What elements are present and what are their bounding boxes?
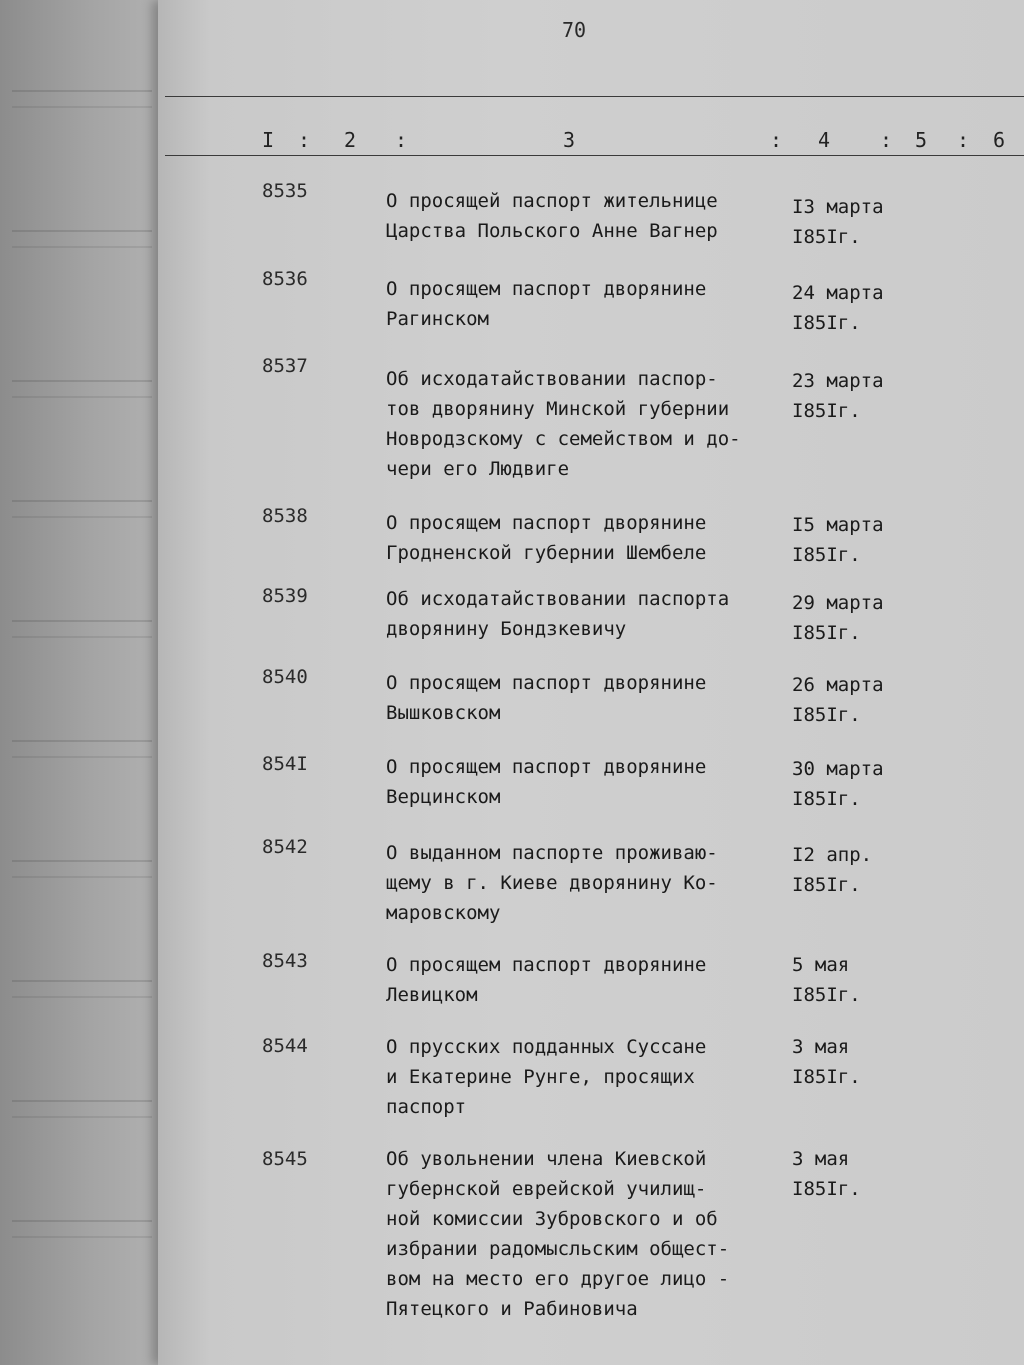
bleed-through-line xyxy=(12,740,152,758)
entry-description xyxy=(386,668,706,728)
entry-description xyxy=(386,584,729,644)
column-separator: : xyxy=(880,128,893,152)
bleed-through-line xyxy=(12,860,152,878)
date-day: 3 мая xyxy=(792,1036,850,1058)
entry-description xyxy=(386,274,706,334)
description-line: Гродненской губернии Шембеле xyxy=(386,542,707,564)
entry-date xyxy=(792,278,884,338)
date-year: I85Iг. xyxy=(792,874,861,896)
date-day: 29 марта xyxy=(792,592,884,614)
inventory-number: 8543 xyxy=(262,950,308,972)
date-year: I85Iг. xyxy=(792,1066,861,1088)
description-line: избрании радомысльским общест- xyxy=(386,1238,730,1260)
bleed-through-line xyxy=(12,90,152,108)
description-line: Рагинском xyxy=(386,308,489,330)
description-line: Об исходатайствовании паспор- xyxy=(386,368,718,390)
bleed-through-line xyxy=(12,230,152,248)
description-line: и Екатерине Рунге, просящих xyxy=(386,1066,695,1088)
entry-description xyxy=(386,508,706,568)
description-line: О прусских подданных Суссане xyxy=(386,1036,707,1058)
inventory-number: 8537 xyxy=(262,355,308,377)
description-line: губернской еврейской училищ- xyxy=(386,1178,707,1200)
date-year: I85Iг. xyxy=(792,984,861,1006)
inventory-number: 8535 xyxy=(262,180,308,202)
description-line: Об увольнении члена Киевской xyxy=(386,1148,707,1170)
description-line: О просящем паспорт дворянине xyxy=(386,278,707,300)
description-line: Новродзскому с семейством и до- xyxy=(386,428,741,450)
date-year: I85Iг. xyxy=(792,1178,861,1200)
entry-description xyxy=(386,1144,729,1324)
bleed-through-line xyxy=(12,500,152,518)
date-day: I3 марта xyxy=(792,196,884,218)
column-separator: : xyxy=(770,128,783,152)
entry-date xyxy=(792,840,872,900)
description-line: О просящем паспорт дворянине xyxy=(386,512,707,534)
description-line: О просящем паспорт дворянине xyxy=(386,954,707,976)
bleed-through-line xyxy=(12,980,152,998)
description-line: щему в г. Киеве дворянину Ко- xyxy=(386,872,718,894)
description-line: тов дворянину Минской губернии xyxy=(386,398,730,420)
date-year: I85Iг. xyxy=(792,312,861,334)
description-line: Пятецкого и Рабиновича xyxy=(386,1298,638,1320)
entry-date xyxy=(792,670,884,730)
bleed-through-line xyxy=(12,620,152,638)
entry-description xyxy=(386,950,706,1010)
description-line: чери его Людвиге xyxy=(386,458,570,480)
entry-date xyxy=(792,1144,861,1204)
description-line: Об исходатайствовании паспорта xyxy=(386,588,730,610)
description-line: вом на место его другое лицо - xyxy=(386,1268,730,1290)
date-day: 23 марта xyxy=(792,370,884,392)
inventory-number: 8544 xyxy=(262,1035,308,1057)
date-day: 3 мая xyxy=(792,1148,850,1170)
inventory-number: 8536 xyxy=(262,268,308,290)
column-separator: : xyxy=(957,128,970,152)
bleed-through-line xyxy=(12,1220,152,1238)
entry-date xyxy=(792,754,884,814)
inventory-number: 8540 xyxy=(262,666,308,688)
bleed-through-line xyxy=(12,380,152,398)
entry-description xyxy=(386,186,718,246)
inventory-number: 8538 xyxy=(262,505,308,527)
date-day: I2 апр. xyxy=(792,844,873,866)
inventory-number: 8539 xyxy=(262,585,308,607)
inventory-number: 8545 xyxy=(262,1148,308,1170)
date-day: 26 марта xyxy=(792,674,884,696)
date-day: I5 марта xyxy=(792,514,884,536)
description-line: паспорт xyxy=(386,1096,467,1118)
column-head-1: I xyxy=(262,128,275,152)
entry-description xyxy=(386,838,718,928)
description-line: О просящем паспорт дворянине xyxy=(386,672,707,694)
entry-date xyxy=(792,950,861,1010)
description-line: дворянину Бондзкевичу xyxy=(386,618,627,640)
description-line: Верцинском xyxy=(386,786,501,808)
date-year: I85Iг. xyxy=(792,704,861,726)
column-head-5: 5 xyxy=(915,128,928,152)
date-year: I85Iг. xyxy=(792,788,861,810)
bleed-through-line xyxy=(12,1100,152,1118)
entry-description xyxy=(386,752,706,812)
description-line: ной комиссии Зубровского и об xyxy=(386,1208,718,1230)
description-line: Вышковском xyxy=(386,702,501,724)
facing-page xyxy=(0,0,165,1365)
date-day: 30 марта xyxy=(792,758,884,780)
date-day: 5 мая xyxy=(792,954,850,976)
date-year: I85Iг. xyxy=(792,622,861,644)
description-line: Левицком xyxy=(386,984,478,1006)
date-year: I85Iг. xyxy=(792,544,861,566)
page-number: 70 xyxy=(562,18,587,42)
entry-date xyxy=(792,510,884,570)
description-line: маровскому xyxy=(386,902,501,924)
description-line: О выданном паспорте проживаю- xyxy=(386,842,718,864)
date-year: I85Iг. xyxy=(792,400,861,422)
header-rule-top xyxy=(165,96,1024,97)
description-line: О просящей паспорт жительнице xyxy=(386,190,718,212)
column-separator: : xyxy=(298,128,311,152)
entry-date xyxy=(792,366,884,426)
description-line: О просящем паспорт дворянине xyxy=(386,756,707,778)
entry-date xyxy=(792,192,884,252)
inventory-number: 854I xyxy=(262,753,308,775)
entry-date xyxy=(792,1032,861,1092)
description-line: Царства Польского Анне Вагнер xyxy=(386,220,718,242)
entry-description xyxy=(386,1032,706,1122)
header-rule-bottom xyxy=(165,155,1024,156)
column-head-6: 6 xyxy=(993,128,1006,152)
date-day: 24 марта xyxy=(792,282,884,304)
date-year: I85Iг. xyxy=(792,226,861,248)
column-head-3: 3 xyxy=(563,128,576,152)
entry-date xyxy=(792,588,884,648)
column-head-2: 2 xyxy=(344,128,357,152)
column-head-4: 4 xyxy=(818,128,831,152)
inventory-number: 8542 xyxy=(262,836,308,858)
entry-description xyxy=(386,364,741,484)
column-separator: : xyxy=(395,128,408,152)
